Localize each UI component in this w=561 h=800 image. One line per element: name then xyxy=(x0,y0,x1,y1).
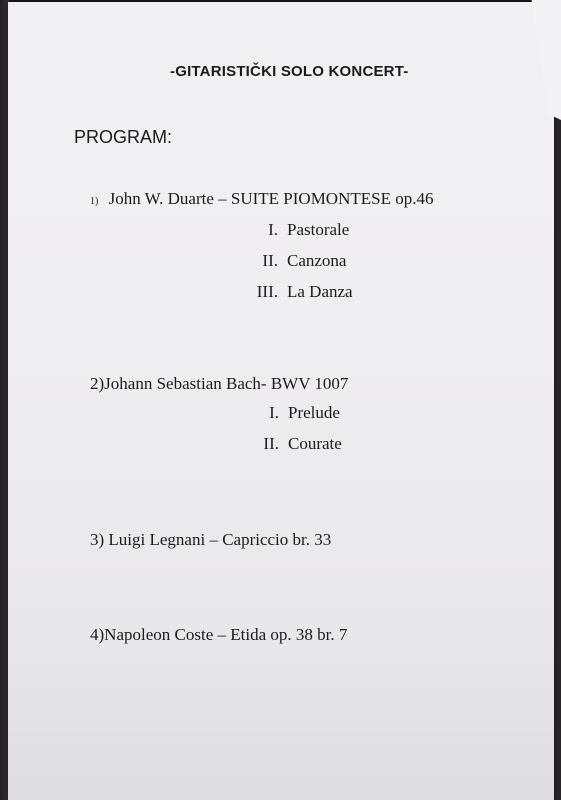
movement-name: La Danza xyxy=(287,282,353,301)
movement-name: Courate xyxy=(288,434,342,453)
movement-name: Canzona xyxy=(287,251,347,270)
movement-numeral: I. xyxy=(268,220,278,239)
program-item-3 xyxy=(90,530,331,550)
movement-numeral: II. xyxy=(263,434,279,453)
program-label: PROGRAM: xyxy=(74,127,173,147)
background-edge-right xyxy=(553,100,561,800)
item-text: John W. Duarte – SUITE PIOMONTESE op.46 xyxy=(108,189,434,208)
movement-name: Pastorale xyxy=(287,220,350,239)
program-item-1 xyxy=(90,189,433,209)
item-number: 3) xyxy=(90,530,105,549)
movement-row xyxy=(249,403,340,423)
movement-numeral: II. xyxy=(262,251,278,270)
item-text: Luigi Legnani – Capriccio br. 33 xyxy=(108,530,332,549)
movement-name: Prelude xyxy=(288,403,340,422)
item-number: 1) xyxy=(90,196,99,207)
item-number: 4) xyxy=(90,625,105,644)
movement-numeral: III. xyxy=(256,282,278,301)
program-item-4 xyxy=(90,625,347,645)
movement-row xyxy=(249,434,342,454)
program-item-2 xyxy=(90,374,348,394)
movement-row xyxy=(248,282,353,302)
item-text: Johann Sebastian Bach- BWV 1007 xyxy=(104,374,349,393)
item-number: 2) xyxy=(90,374,105,393)
concert-title: -GITARISTIČKI SOLO KONCERT- xyxy=(170,63,409,80)
paper-sheet xyxy=(8,2,554,800)
movement-row xyxy=(248,220,349,240)
item-text: Napoleon Coste – Etida op. 38 br. 7 xyxy=(104,625,348,644)
movement-row xyxy=(248,251,346,271)
movement-numeral: I. xyxy=(269,403,279,422)
